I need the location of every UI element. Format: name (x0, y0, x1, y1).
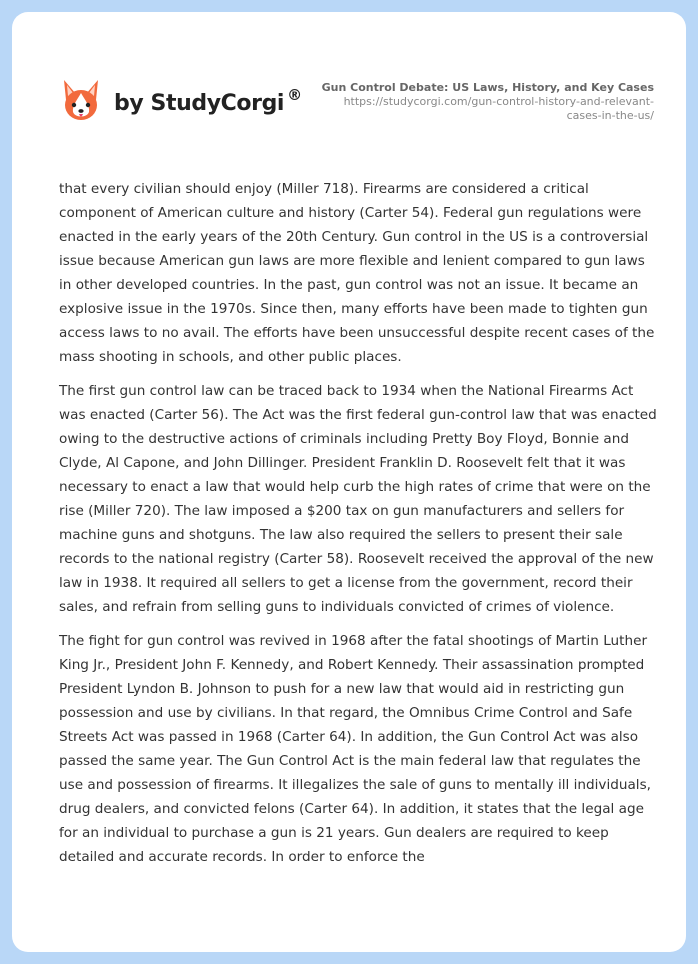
corgi-logo-icon (60, 78, 102, 124)
studycorgi-logo[interactable] (60, 76, 302, 126)
paragraph: The first gun control law can be traced back to 1934 when the National Firearms Act was enacted (Carter 56). The Act was the first federal gun-control law that was enacted owing to the destructive actions of criminals including Pretty Boy Floyd, Bonnie and Clyde, Al Capone, and John Dillinger. President Franklin D. Roosevelt felt that it was necessary to enact a law that would help curb the high rates of crime that were on the rise (Miller 720). The law imposed a $200 tax on gun manufacturers and sellers for machine guns and shotguns. The law also required the sellers to present their sale records to the national registry (Carter 58). Roosevelt received the approval of the new law in 1938. It required all sellers to get a license from the government, record their sales, and refrain from selling guns to individuals convicted of crimes of violence. (59, 383, 657, 615)
paragraph: that every civilian should enjoy (Miller 718). Firearms are considered a critical component of American culture and history (Carter 54). Federal gun regulations were enacted in the early years of the 20th Century. Gun control in the US is a controversial issue because American gun laws are more flexible and lenient compared to gun laws in other developed countries. In the past, gun control was not an issue. It became an explosive issue in the 1970s. Since then, many efforts have been made to tighten gun access laws to no avail. The efforts have been unsuccessful despite recent cases of the mass shooting in schools, and other public places. (59, 181, 655, 365)
document-url[interactable]: https://studycorgi.com/gun-control-history-and-relevant-cases-in-the-us/ (343, 95, 654, 122)
document-body (59, 177, 659, 879)
paragraph: The fight for gun control was revived in 1968 after the fatal shootings of Martin Luther King Jr., President John F. Kennedy, and Robert Kennedy. Their assassination prompted President Lyndon B. Johnson to push for a new law that would aid in restricting gun possession and use by civilians. In that regard, the Omnibus Crime Control and Safe Streets Act was passed in 1968 (Carter 64). In addition, the Gun Control Act was also passed the same year. The Gun Control Act is the main federal law that regulates the use and possession of firearms. It illegalizes the sale of guns to mentally ill individuals, drug dealers, and convicted felons (Carter 64). In addition, it states that the legal age for an individual to purchase a gun is 21 years. Gun dealers are required to keep detailed and accurate records. In order to enforce the (59, 633, 651, 865)
brand-name: by StudyCorgi ® (114, 85, 302, 116)
page-header (12, 12, 686, 142)
document-title: Gun Control Debate: US Laws, History, and Key Cases (321, 81, 654, 94)
document-page (12, 12, 686, 952)
document-meta (314, 80, 654, 123)
